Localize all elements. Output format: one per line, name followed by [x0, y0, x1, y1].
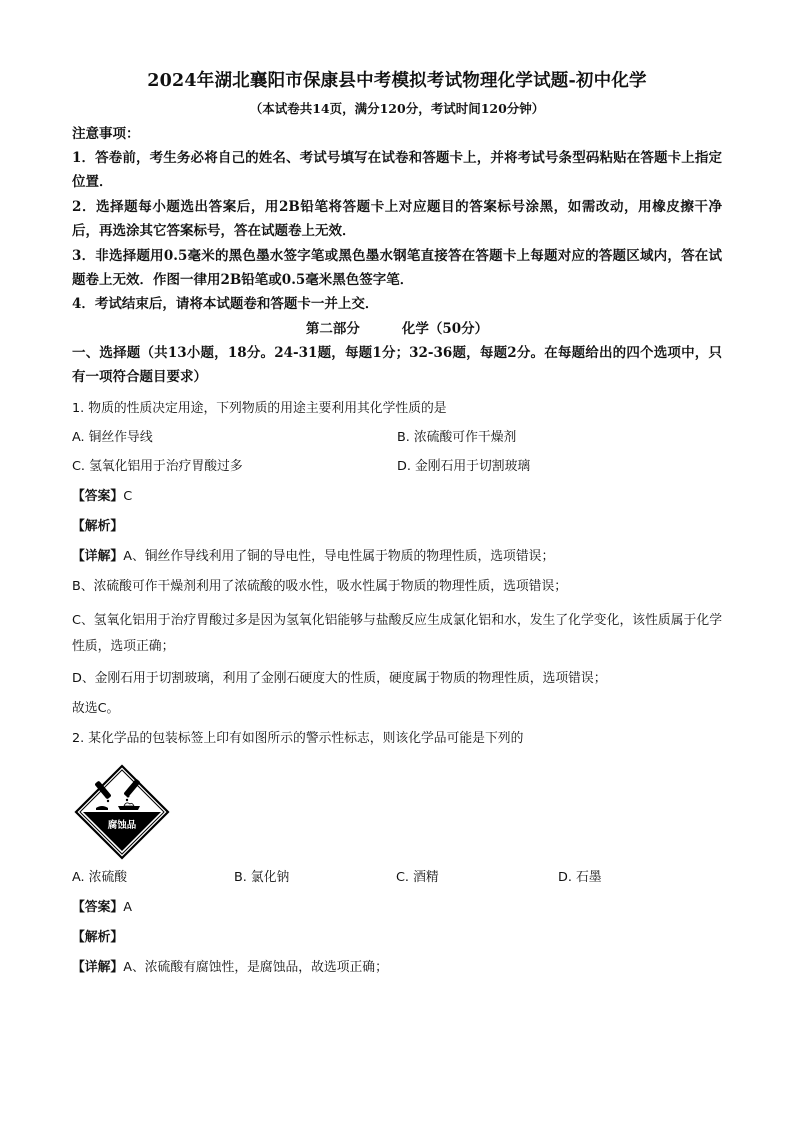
question-1-option-d: D. 金刚石用于切割玻璃 — [397, 458, 531, 474]
question-1-option-b: B. 浓硫酸可作干燥剂 — [397, 429, 517, 445]
question-2-option-a: A. 浓硫酸 — [72, 869, 128, 885]
page-title: 2024年湖北襄阳市保康县中考模拟考试物理化学试题-初中化学 — [147, 71, 647, 91]
page-subtitle: （本试卷共14页，满分120分，考试时间120分钟） — [249, 101, 545, 116]
question-1-analysis — [72, 516, 722, 538]
answer-value: A — [123, 899, 132, 915]
question-2-option-d: D. 石墨 — [558, 869, 602, 885]
corrosive-sign-icon — [74, 764, 170, 860]
question-2-analysis — [72, 927, 722, 949]
question-1-answer — [72, 486, 722, 508]
question-1-stem: 1. 物质的性质决定用途，下列物质的用途主要利用其化学性质的是 — [72, 400, 447, 416]
answer-label: 【答案】 — [72, 899, 124, 915]
question-2-option-c: C. 酒精 — [396, 869, 439, 885]
analysis-label: 【解析】 — [72, 518, 124, 534]
question-1-detail-c: C、氢氧化铝用于治疗胃酸过多是因为氢氧化铝能够与盐酸反应生成氯化铝和水，发生了化学变化，该性质属于化学性质，选项正确； — [72, 612, 722, 654]
sign-label: 腐蚀品 — [107, 819, 137, 831]
detail-label: 【详解】 — [72, 548, 124, 564]
part-title — [72, 317, 722, 341]
question-2-options — [72, 867, 722, 889]
question-2-option-b: B. 氯化钠 — [234, 869, 290, 885]
question-1-options-row-1 — [72, 427, 722, 449]
question-1-detail-b: B、浓硫酸可作干燥剂利用了浓硫酸的吸水性，吸水性属于物质的物理性质，选项错误； — [72, 578, 568, 594]
section-heading: 一、选择题（共13小题，18分。24-31题，每题1分；32-36题，每题2分。在每题给出的四个选项中，只有一项符合题目要求） — [72, 344, 722, 386]
question-1-options-row-2 — [72, 456, 722, 478]
corrosive-warning-sign — [74, 764, 170, 860]
part-title-subject: 化学（50分） — [401, 320, 489, 337]
question-1-detail-a — [72, 546, 722, 568]
question-1-conclusion: 故选C。 — [72, 700, 120, 716]
detail-text: A、浓硫酸有腐蚀性，是腐蚀品，故选项正确； — [123, 959, 388, 975]
notice-item-3: 3．非选择题用0.5毫米的黑色墨水签字笔或黑色墨水钢笔直接答在答题卡上每题对应的答题区域内，答在试题卷上无效．作图一律用2B铅笔或0.5毫米黑色签字笔． — [72, 247, 722, 289]
question-1-option-a: A. 铜丝作导线 — [72, 429, 153, 445]
notice-heading: 注意事项： — [72, 126, 140, 142]
question-2-stem: 2. 某化学品的包装标签上印有如图所示的警示性标志，则该化学品可能是下列的 — [72, 730, 524, 746]
answer-label: 【答案】 — [72, 488, 124, 504]
question-1-option-c: C. 氢氧化铝用于治疗胃酸过多 — [72, 458, 243, 474]
notice-item-1: 1．答卷前，考生务必将自己的姓名、考试号填写在试卷和答题卡上，并将考试号条型码粘贴在答题卡上指定位置． — [72, 150, 722, 191]
notice-item-2: 2．选择题每小题选出答案后，用2B铅笔将答题卡上对应题目的答案标号涂黑，如需改动，用橡皮擦干净后，再选涂其它答案标号，答在试题卷上无效． — [72, 198, 722, 240]
notice-item-4: 4．考试结束后，请将本试题卷和答题卡一并上交． — [72, 296, 379, 313]
answer-value: C — [123, 488, 133, 504]
exam-page — [72, 68, 722, 979]
detail-text: A、铜丝作导线利用了铜的导电性，导电性属于物质的物理性质，选项错误； — [123, 548, 555, 564]
analysis-label: 【解析】 — [72, 929, 124, 945]
question-2-detail-a — [72, 957, 722, 979]
part-title-part: 第二部分 — [305, 320, 360, 337]
question-1-detail-d: D、金刚石用于切割玻璃，利用了金刚石硬度大的性质，硬度属于物质的物理性质，选项错误； — [72, 670, 607, 686]
question-2-answer — [72, 897, 722, 919]
detail-label: 【详解】 — [72, 959, 124, 975]
